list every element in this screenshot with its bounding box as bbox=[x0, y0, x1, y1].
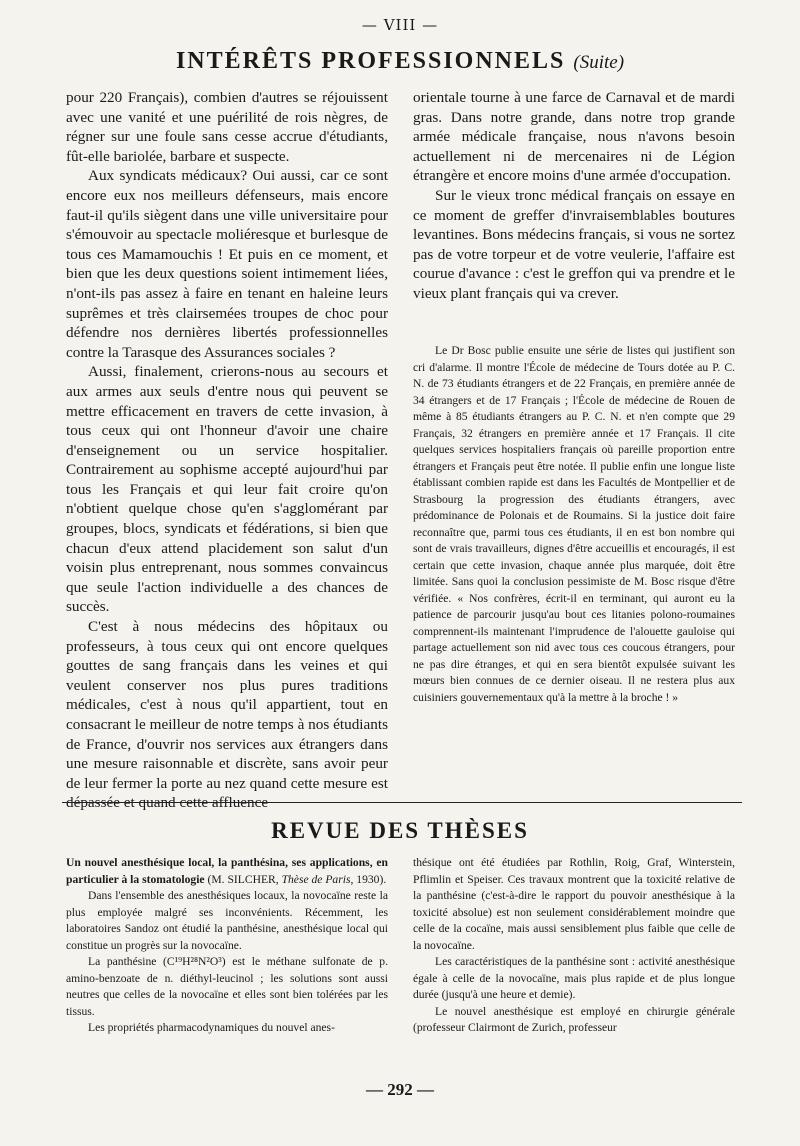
article-title: Un nouvel anesthésique local, la panthésina, ses applications, en particulier à la stomatologie bbox=[66, 856, 388, 886]
section-heading-revue-des-theses: REVUE DES THÈSES bbox=[271, 818, 529, 843]
article-heading bbox=[66, 855, 388, 888]
heading-suite: (Suite) bbox=[573, 52, 625, 73]
section1-left-column bbox=[66, 88, 388, 813]
article-author: (M. SILCHER, bbox=[207, 872, 282, 886]
roman-folio: — VIII — bbox=[361, 16, 439, 34]
paragraph: Aux syndicats médicaux? Oui aussi, car ce sont encore eux nos meilleurs défenseurs, mais encore faut-il qu'ils siègent dans une ville universitaire pour s'émouvoir au spectacle moliéresque et burlesque de tous ces Mamamouchis ! Et puis en ce moment, et bien que les deux questions soient intimement liées, n'ont-ils pas assez à faire en tenant en haleine leurs suprêmes et très clairsemées troupes de choc pour défendre nos dernières libertés professionnelles contre la Tarasque des Assurances sociales ? bbox=[66, 167, 388, 361]
paragraph: La panthésine (C¹⁹H²⁸N²O³) est le méthane sulfonate de p. amino-benzoate de n. diéthyl-leucinol ; les solutions sont aussi neutres que celles de la novocaïne et elles sont bien tolérées par les tissus. bbox=[66, 955, 388, 1018]
page-number: — 292 — bbox=[366, 1080, 434, 1099]
section1-summary-block bbox=[413, 343, 735, 706]
paragraph: Les propriétés pharmacodynamiques du nouvel anes- bbox=[88, 1021, 335, 1034]
section2-left-column bbox=[66, 855, 388, 1037]
paragraph: pour 220 Français), combien d'autres se réjouissent avec une vanité et une puérilité de rois nègres, de régner sur une foule sans cesse accrue d'étudiants, fût-elle bariolée, barbare et suspecte. bbox=[66, 89, 388, 165]
article-year: , 1930). bbox=[350, 872, 387, 886]
article-source: Thèse de Paris bbox=[281, 872, 351, 886]
paragraph: Dans l'ensemble des anesthésiques locaux, la novocaïne reste la plus employée malgré ses inconvénients. Récemment, les laboratoires Sandoz ont étudié la panthésine, anesthésique local qui constitue un progrès sur la novocaïne. bbox=[66, 889, 388, 952]
paragraph: Aussi, finalement, crierons-nous au secours et aux armes aux seuls d'entre nous qui peuvent se mettre efficacement en travers de cette invasion, à tous ceux qui ont l'honneur d'avoir une chaire d'enseignement ou un service hospitalier. Contrairement au sophisme accepté aujourd'hui par tous les Français et qui leur fait croire qu'on n'obtient quelque chose qu'en s'agglomérant par groupes, blocs, syndicats et fédérations, si bien que chacun d'eux attend placidement son salut d'un voisin plus entreprenant, nous sommes convaincus que seule l'action individuelle a des chances de succès. bbox=[66, 363, 388, 616]
summary-paragraph: Le Dr Bosc publie ensuite une série de listes qui justifient son cri d'alarme. Il montre l'École de médecine de Tours dotée au P. C. N. de 73 étudiants étrangers et de 22 Français, en première année de 34 étrangers et de 17 Français ; l'École de médecine de Rouen de même à 85 étudiants étrangers au P. C. N. et n'en compte que 29 Français, 32 étrangers en première année et 17 Français. Il cite quelques services hospitaliers français où pareille proportion entre étrangers et Français peut être notée. Il publie enfin une longue liste établissant combien rapide est dans les Facultés de Montpellier et de Strasbourg la progression des étudiants étrangers, avec prédominance de Polonais et de Roumains. Si la justice doit faire reconnaître que, parmi tous ces étudiants, il en est bon nombre qui sont de vrais travailleurs, dignes d'être accueillis et encouragés, il est certain que cette invasion, chaque année plus marquée, doit être limitée. Sans quoi la conclusion pessimiste de M. Bosc risque d'être vérifiée. « Nos confrères, écrit-il en terminant, qui auront eu la patience de parcourir jusqu'au bout ces litanies polono-roumaines comprennent-ils maintenant l'imprudence de l'alouette gauloise qui partage actuellement son nid avec tous ces coucous étrangers, pour ne pas dire étranges, et qui en sera bientôt expulsée suivant les mœurs bien connues de ce dernier oiseau. Il ne restera plus aux cuisiniers gouvernementaux qu'à la mettre à la broche ! » bbox=[413, 344, 735, 704]
section-heading-interets bbox=[0, 48, 800, 75]
section1-right-column bbox=[413, 88, 735, 304]
paragraph: Sur le vieux tronc médical français on essaye en ce moment de greffer d'invraisemblables boutures levantines. Bons médecins français, si vous ne sortez pas de votre torpeur et de votre veulerie, l'affaire est courue d'avance : c'est le greffon qui va prendre et le vieux plant français qui va crever. bbox=[413, 186, 735, 302]
horizontal-rule bbox=[62, 802, 742, 803]
paragraph: thésique ont été étudiées par Rothlin, Roig, Graf, Winterstein, Pflimlin et Speiser. Ces travaux montrent que la toxicité relative de la panthésine (c'est-à-dire le rapport du pouvoir anesthésique à la toxicité absolue) est non seulement considérablement moindre que celle de la cocaïne, mais aussi sensiblement plus faible que celle de la novocaïne. bbox=[413, 856, 735, 952]
section2-right-column bbox=[413, 855, 735, 1037]
heading-title: INTÉRÊTS PROFESSIONNELS bbox=[175, 48, 566, 74]
paragraph: Le nouvel anesthésique est employé en chirurgie générale (professeur Clairmont de Zurich, professeur bbox=[413, 1004, 735, 1034]
paragraph: Les caractéristiques de la panthésine sont : activité anesthésique égale à celle de la novocaïne, mais plus rapide et de plus longue durée (jusqu'à une heure et demie). bbox=[413, 955, 735, 1001]
paragraph: C'est à nous médecins des hôpitaux ou professeurs, à tous ceux qui ont encore quelques gouttes de sang français dans les veines et qui veulent conserver nos plus pures traditions médicales, c'est à nous qu'il appartient, tout en consacrant le meilleur de notre temps à nos étudiants de France, d'ouvrir nos services aux étrangers dans une mesure raisonnable et discrète, sans avoir peur de leur fermer la porte au nez quand cette mesure est dépassée et quand cette affluence bbox=[66, 618, 388, 812]
paragraph: orientale tourne à une farce de Carnaval et de mardi gras. Dans notre grande, dans notre trop grande armée médicale française, nous n'avons besoin actuellement ni de mercenaires ni de Légion étrangère et encore moins d'une armée d'occupation. bbox=[413, 89, 735, 185]
